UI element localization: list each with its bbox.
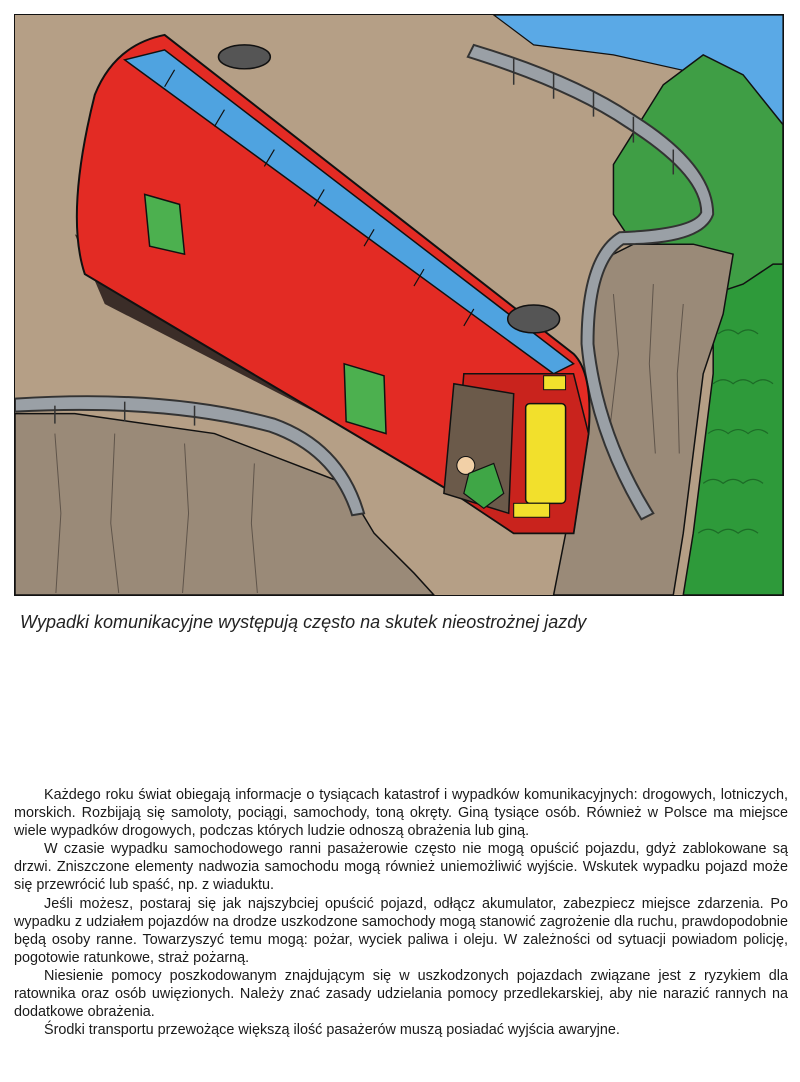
paragraph: Środki transportu przewożące większą ilość pasażerów muszą posiadać wyjścia awaryjne. xyxy=(44,1022,620,1039)
paragraph: Każdego roku świat obiegają informacje o tysiącach katastrof i wypadków komunikacyjnych: drogowych, lotniczych, morskich. Rozbijają się samoloty, pociągi, samochody, toną okręty. Giną tysiące osób. Również w Polsce ma miejsce wiele wypadków drogowych, podczas których ludzie odnoszą obrażenia lub giną. xyxy=(14,787,788,840)
headlight-panel xyxy=(526,404,566,504)
article-body xyxy=(14,786,788,1039)
paragraph: Niesienie pomocy poszkodowanym znajdującym się w uszkodzonych pojazdach związane jest z ryzykiem dla ratownika oraz osób uwięzionych. Należy znać zasady udzielania pomocy przedlekarskiej, aby nie narazić rannych na dodatkowe obrażenia. xyxy=(14,967,788,1021)
figure-caption: Wypadki komunikacyjne występują często na skutek nieostrożnej jazdy xyxy=(20,612,587,632)
paragraph: W czasie wypadku samochodowego ranni pasażerowie często nie mogą opuścić pojazdu, gdyż zablokowane są drzwi. Zniszczone elementy nadwozia samochodu mogą również uniemożliwić wyjście. Wskutek wypadku pojazd może się przewrócić lub spaść, np. z wiaduktu. xyxy=(14,841,788,894)
accident-illustration xyxy=(14,14,784,596)
paragraph: Jeśli możesz, postaraj się jak najszybciej opuścić pojazd, odłącz akumulator, zabezpiecz miejsce zdarzenia. Po wypadku z udziałem pojazdów na drodze uszkodzone samochody mogą stanowić zagrożenie dla ruchu, prawdopodobnie będą osoby ranne. Towarzyszyć temu mogą: pożar, wyciek paliwa i oleju. W zależności od sytuacji powiadom policję, pogotowie ratunkowe, straż pożarną. xyxy=(14,895,788,966)
bus-crash-drawing xyxy=(15,15,783,595)
